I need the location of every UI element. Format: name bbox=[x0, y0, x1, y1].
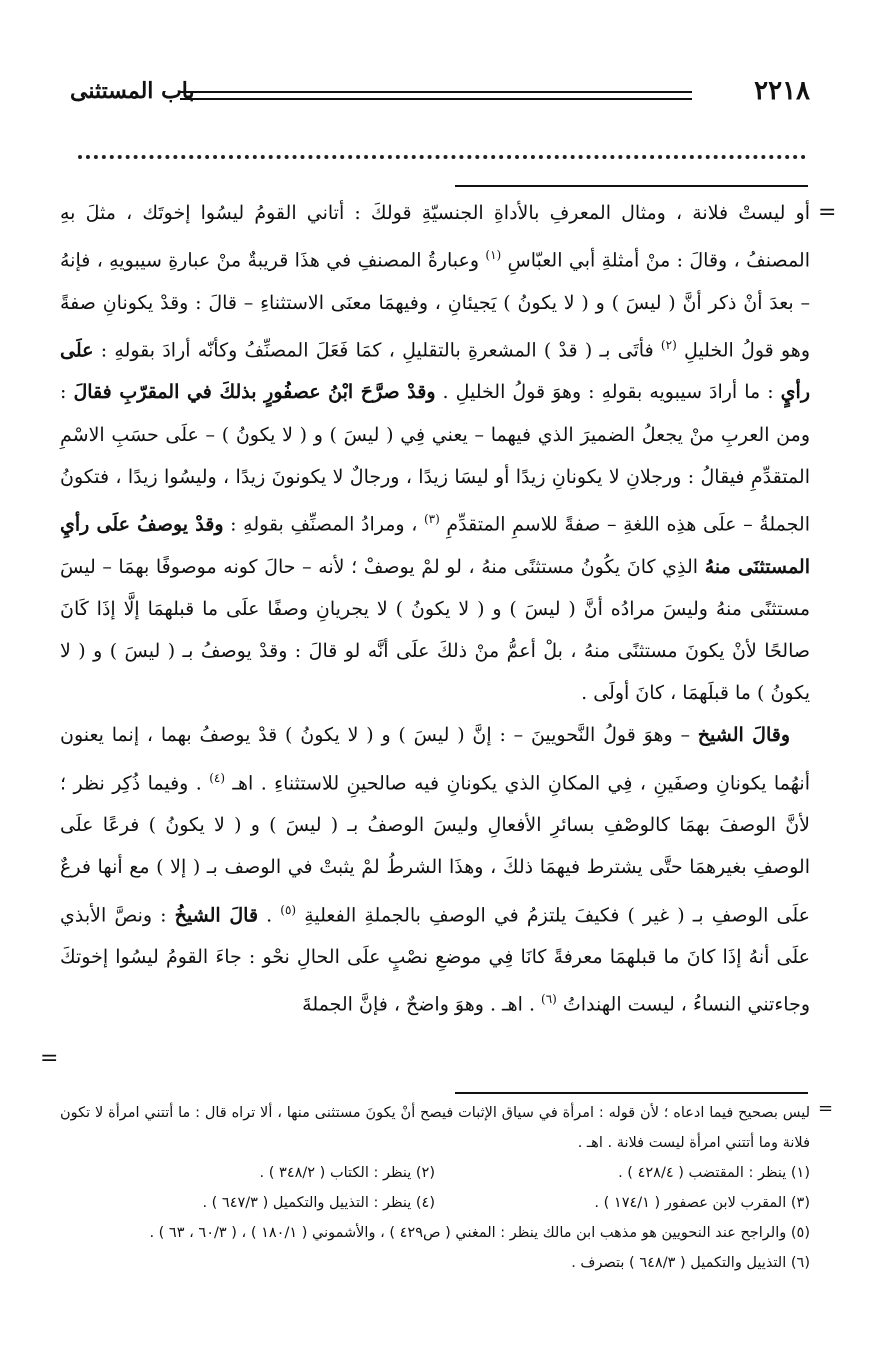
footnote-rule bbox=[455, 1092, 808, 1094]
footnotes bbox=[60, 1098, 810, 1278]
text-run: : ما أرادَ سيبويه بقولهِ : وهوَ قولُ الخليلِ . bbox=[435, 381, 781, 404]
footnote-3: (٣) المقرب لابن عصفور ( ١٧٤/١ ) . bbox=[594, 1195, 810, 1211]
text-run: : ومن العربِ منْ يجعلُ الضميرَ الذي فيهما – يعني فِي ( ليسَ ) و ( لا يكونُ ) – علَى حسَبِ الاسْمِ المتقدِّمِ فيقالُ : ورجلانِ لا يكونانِ زيدًا أو ليسَا زيدًا ، ورجالٌ لا يكونونَ زيدًا ، وليسُوا زيدًا ، فتكونُ الجملةُ – علَى هذِه اللغةِ – صفةً للاسمِ المتقدِّمِ bbox=[60, 381, 811, 536]
bold-run: علَى رأيٍ bbox=[60, 339, 810, 404]
main-text bbox=[60, 192, 810, 1026]
text-run: الذِي كانَ يكُونُ مستثنًى منهُ ، لو لمْ يوصفْ ؛ لأنه – حالَ كونه موصوفًا بهمَا – ليسَ مستثنًى منهُ وليسَ مرادُه أنَّ ( ليسَ ) و ( لا يكونُ ) لا يجريانِ وصفًا علَى ما قبلهمَا إلَّا إذَا كَانَ صالحًا لأنْ يكونَ مستثنًى منهُ ، بلْ أعمُّ منْ ذلكَ علَى أنَّه لو قالَ : وقدْ يوصفُ بـ ( ليسَ ) و ( لا يكونُ ) ما قبلَهمَا ، كانَ أولَى . bbox=[60, 555, 810, 705]
bold-run: وقدْ يوصفُ علَى رأيِ المستثنَى منهُ bbox=[60, 513, 810, 578]
bold-run: وقالَ الشيخ bbox=[697, 724, 790, 747]
text-run: أو ليستْ فلانة ، ومثال المعرفِ بالأداةِ الجنسيّةِ قولكَ : أتاني القومُ ليسُوا إخوتَك ، مثلَ بهِ المصنفُ ، وقالَ : منْ أمثلةِ أبي العبّاسِ bbox=[60, 202, 810, 272]
footnote-6: (٦) التذييل والتكميل ( ٦٤٨/٣ ) بتصرف . bbox=[571, 1255, 810, 1271]
footnote-continuation-mark: = bbox=[818, 1098, 834, 1119]
footnote-1: (١) ينظر : المقتضب ( ٤٢٨/٤ ) . bbox=[618, 1165, 810, 1181]
footnote-ref: (٤) bbox=[209, 770, 226, 785]
page-number: ٢٢١٨ bbox=[754, 76, 810, 106]
header-double-rule bbox=[180, 91, 692, 100]
continuation-mark-start: = bbox=[818, 200, 837, 225]
text-run: ، ومرادُ المصنِّفِ بقولهِ : bbox=[223, 513, 424, 536]
text-run: . وفيما ذُكِر نظر ؛ لأنَّ الوصفَ بهمَا كالوصْفِ بسائرِ الأفعالِ وليسَ الوصفُ بـ ( ليسَ ) و ( لا يكونُ ) فرعًا علَى الوصفِ بغيرهمَا حتَّى يشترط فيهمَا ذلكَ ، وهذَا الشرطُ لمْ يثبتْ في الوصف بـ ( إلا ) مع أنها فرعٌ علَى الوصفِ بـ ( غير ) فكيفَ يلتزمُ في الوصفِ بالجملةِ الفعليةِ bbox=[60, 771, 810, 926]
footnote-ref: (١) bbox=[485, 248, 502, 263]
footnote-4: (٤) ينظر : التذييل والتكميل ( ٦٤٧/٣ ) . bbox=[202, 1195, 435, 1211]
continuation-mark-end: = bbox=[40, 1046, 59, 1071]
footnote-ref: (٣) bbox=[423, 512, 440, 527]
bold-run: وقدْ صرَّحَ ابْنُ عصفُورٍ بذلكَ في المقرّبِ فقالَ bbox=[73, 381, 436, 404]
text-run: . bbox=[258, 903, 281, 926]
dotted-separator bbox=[78, 155, 806, 159]
paragraph-1 bbox=[60, 192, 810, 714]
text-run: وعبارةُ المصنفِ في هذَا قريبةٌ منْ عبارةِ سيبويهِ ، فإنهُ – بعدَ أنْ ذكر أنَّ ( ليسَ ) و ( لا يكونُ ) يَجيئانِ ، وفيهمَا معنَى الاستثناءِ – قالَ : وقدْ يكونانِ صفةً وهو قولُ الخليلِ bbox=[60, 249, 810, 362]
text-run: فأتَى بـ ( قدْ ) المشعرةِ بالتقليلِ ، كمَا فَعَلَ المصنِّفُ وكأنّه أرادَ بقولهِ : bbox=[93, 339, 661, 362]
page-header bbox=[70, 78, 810, 114]
footnote-ref: (٢) bbox=[660, 337, 677, 352]
footnote-ref: (٦) bbox=[541, 992, 557, 1007]
footnote-5: (٥) والراجح عند النحويين هو مذهب ابن مالك ينظر : المغني ( ص٤٢٩ ) ، والأشموني ( ١٨٠/١ ) ، ( ٦٠/٣ ، ٦٣ ) . bbox=[149, 1225, 810, 1241]
continuation-rule bbox=[455, 185, 808, 187]
bold-run: قالَ الشيخُ bbox=[174, 903, 259, 926]
footnote-row bbox=[60, 1188, 810, 1218]
text-run: : ونصَّ الأبذي علَى أنهُ إذَا كانَ ما قبلهمَا معرفةً كانَا فِي موضعِ نصْبٍ علَى الحالِ نحْو : جاءَ القومُ ليسُوا إخوتكَ وجاءتني النساءُ ، ليست الهنداتُ bbox=[60, 903, 810, 1016]
footnote-ref: (٥) bbox=[280, 902, 297, 917]
text-run: . اهـ . وهوَ واضحٌ ، فإنَّ الجملةَ bbox=[302, 993, 542, 1016]
chapter-title: باب المستثنى bbox=[70, 78, 195, 104]
text-run: – وهوَ قولُ النَّحويينَ – : إنَّ ( ليسَ ) و ( لا يكونُ ) قدْ يوصفُ بهما ، إنما يعنون أنهُما يكونانِ وصفَينِ ، فِي المكانِ الذي يكونانِ فيه صالحينِ للاستثناءِ . اهـ bbox=[60, 724, 810, 794]
footnote-2: (٢) ينظر : الكتاب ( ٣٤٨/٢ ) . bbox=[259, 1165, 435, 1181]
footnote-row bbox=[60, 1158, 810, 1188]
paragraph-2 bbox=[60, 714, 810, 1025]
footnote-continuation: ليس بصحيح فيما ادعاه ؛ لأن قوله : امرأة في سياق الإثبات فيصح أنْ يكونَ مستثنى منها ، ألا تراه قال : ما أتتني امرأة لا تكون فلانة وما أتتني امرأة ليست فلانة . اهـ . bbox=[60, 1105, 810, 1151]
